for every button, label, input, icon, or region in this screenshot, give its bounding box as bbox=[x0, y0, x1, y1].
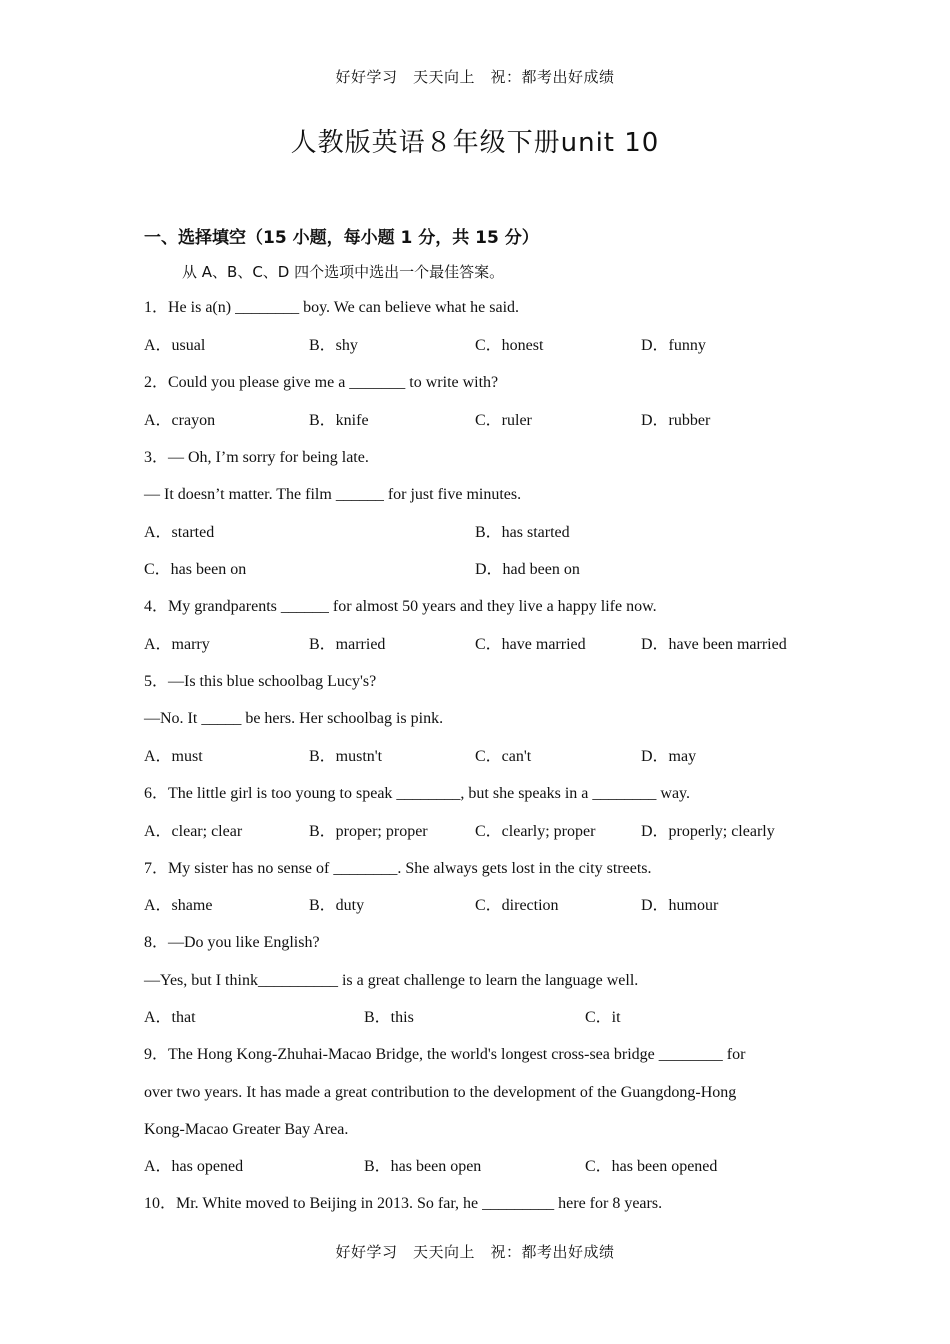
page-header: 好好学习 天天向上 祝：都考出好成绩 bbox=[335, 68, 615, 86]
question-8-stem-line-2: —Yes, but I think__________ is a great challenge to learn the language well. bbox=[144, 972, 639, 989]
question-9-stem-line-3: Kong-Macao Greater Bay Area. bbox=[144, 1121, 349, 1138]
question-2-option-c: C．ruler bbox=[475, 412, 532, 429]
page-title: 人教版英语８年级下册unit 10 bbox=[290, 128, 660, 158]
question-1-option-b: B．shy bbox=[309, 337, 358, 354]
question-7-option-a: A．shame bbox=[144, 897, 213, 914]
question-7-option-d: D．humour bbox=[641, 897, 719, 914]
section-heading: 一、选择填空（15 小题，每小题 1 分，共 15 分） bbox=[144, 228, 539, 248]
question-5-option-d: D．may bbox=[641, 748, 697, 765]
question-9-option-b: B．has been open bbox=[364, 1158, 482, 1175]
question-4-option-a: A．marry bbox=[144, 636, 210, 653]
question-8-option-b: B．this bbox=[364, 1009, 414, 1026]
question-2-option-d: D．rubber bbox=[641, 412, 711, 429]
question-8-option-a: A．that bbox=[144, 1009, 196, 1026]
question-5-option-a: A．must bbox=[144, 748, 203, 765]
question-9-stem: 9．The Hong Kong-Zhuhai-Macao Bridge, the world's longest cross-sea bridge ________ for bbox=[144, 1046, 746, 1063]
question-5-option-b: B．mustn't bbox=[309, 748, 383, 765]
question-4-option-b: B．married bbox=[309, 636, 386, 653]
question-3-option-c: C．has been on bbox=[144, 561, 247, 578]
question-2-option-b: B．knife bbox=[309, 412, 369, 429]
question-5-option-c: C．can't bbox=[475, 748, 532, 765]
question-3-stem: 3．— Oh, I’m sorry for being late. bbox=[144, 449, 369, 466]
question-9-stem-line-2: over two years. It has made a great contribution to the development of the Guangdong-Hong bbox=[144, 1084, 737, 1101]
question-7-option-c: C．direction bbox=[475, 897, 559, 914]
question-1-stem: 1．He is a(n) ________ boy. We can believe what he said. bbox=[144, 299, 520, 316]
question-7-stem: 7．My sister has no sense of ________. She always gets lost in the city streets. bbox=[144, 860, 652, 877]
question-1-option-a: A．usual bbox=[144, 337, 206, 354]
question-2-stem: 2．Could you please give me a _______ to write with? bbox=[144, 374, 499, 391]
question-1-option-d: D．funny bbox=[641, 337, 706, 354]
section-instruction: 从 A、B、C、D 四个选项中选出一个最佳答案。 bbox=[182, 263, 505, 281]
question-6-option-c: C．clearly; proper bbox=[475, 823, 596, 840]
question-5-stem-line-2: —No. It _____ be hers. Her schoolbag is pink. bbox=[144, 710, 444, 727]
question-1-option-c: C．honest bbox=[475, 337, 544, 354]
question-6-option-a: A．clear; clear bbox=[144, 823, 243, 840]
question-9-option-c: C．has been opened bbox=[585, 1158, 718, 1175]
question-3-stem-line-2: — It doesn’t matter. The film ______ for just five minutes. bbox=[144, 486, 522, 503]
question-7-option-b: B．duty bbox=[309, 897, 365, 914]
question-6-option-d: D．properly; clearly bbox=[641, 823, 775, 840]
question-9-option-a: A．has opened bbox=[144, 1158, 244, 1175]
question-8-option-c: C．it bbox=[585, 1009, 621, 1026]
question-10-stem: 10．Mr. White moved to Beijing in 2013. So far, he _________ here for 8 years. bbox=[144, 1195, 663, 1212]
question-6-stem: 6．The little girl is too young to speak ________, but she speaks in a ________ way. bbox=[144, 785, 691, 802]
question-4-option-c: C．have married bbox=[475, 636, 586, 653]
question-2-option-a: A．crayon bbox=[144, 412, 216, 429]
question-4-option-d: D．have been married bbox=[641, 636, 787, 653]
question-3-option-b: B．has started bbox=[475, 524, 570, 541]
question-8-stem: 8．—Do you like English? bbox=[144, 934, 320, 951]
question-3-option-d: D．had been on bbox=[475, 561, 580, 578]
question-3-option-a: A．started bbox=[144, 524, 215, 541]
question-6-option-b: B．proper; proper bbox=[309, 823, 428, 840]
page-footer: 好好学习 天天向上 祝：都考出好成绩 bbox=[335, 1243, 615, 1261]
question-4-stem: 4．My grandparents ______ for almost 50 years and they live a happy life now. bbox=[144, 598, 657, 615]
question-5-stem: 5．—Is this blue schoolbag Lucy's? bbox=[144, 673, 377, 690]
